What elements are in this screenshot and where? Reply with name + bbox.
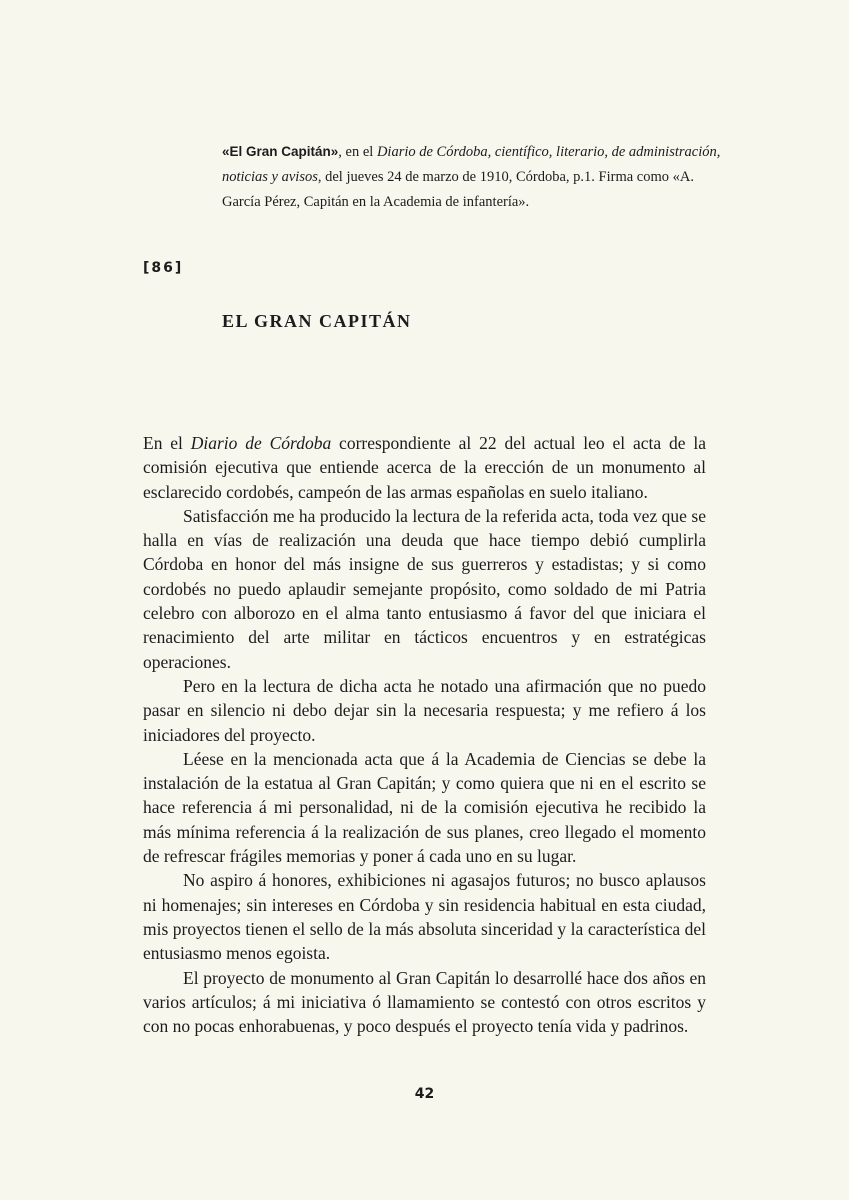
paragraph-1-newspaper: Diario de Córdoba bbox=[190, 433, 332, 453]
paragraph-3: Pero en la lectura de dicha acta he notado una afirmación que no puedo pasar en silencio ni debo dejar sin la necesaria respuesta; y me refiero á los iniciadores del proyecto. bbox=[143, 675, 706, 745]
source-note-title: «El Gran Capitán» bbox=[222, 144, 339, 159]
source-note-details: , del jueves 24 de marzo de 1910, Córdoba, p.1. Firma como «A. García Pérez, Capitán en la Academia de infantería». bbox=[222, 169, 694, 210]
source-note-text: , en el bbox=[338, 144, 377, 160]
paragraph-6: El proyecto de monumento al Gran Capitán lo desarrollé hace dos años en varios artículos; á mi iniciativa ó llamamiento se contestó con otros escritos y con no pocas enhorabuenas, y poco después el proyecto tenía vida y padrinos. bbox=[143, 967, 706, 1037]
source-note bbox=[222, 139, 722, 215]
document-title: EL GRAN CAPITÁN bbox=[222, 311, 412, 331]
body-text bbox=[143, 431, 706, 1038]
page-number: 42 bbox=[414, 1086, 435, 1102]
paragraph-4: Léese en la mencionada acta que á la Academia de Ciencias se debe la instalación de la estatua al Gran Capitán; y como quiera que ni en el escrito se hace referencia á mi personalidad, ni de la comisión ejecutiva he recibido la más mínima referencia á la realización de sus planes, creo llegado el momento de refrescar frágiles memorias y poner á cada uno en su lugar. bbox=[143, 748, 706, 867]
source-note-publication: Diario de Córdoba, científico, literario, de administración, noticias y avisos bbox=[222, 144, 721, 185]
paragraph-5: No aspiro á honores, exhibiciones ni agasajos futuros; no busco aplausos ni homenajes; sin intereses en Córdoba y sin residencia habitual en esta ciudad, mis proyectos tienen el sello de la más absoluta sinceridad y la característica del entusiasmo menos egoista. bbox=[143, 870, 706, 964]
document-number: [86] bbox=[143, 260, 184, 276]
paragraph-1-rest: correspondiente al 22 del actual leo el acta de la comisión ejecutiva que entiende acerca de la erección de un monumento al esclarecido cordobés, campeón de las armas españolas en suelo italiano. bbox=[143, 433, 706, 502]
paragraph-2: Satisfacción me ha producido la lectura de la referida acta, toda vez que se halla en vías de realización una deuda que hace tiempo debió cumplirla Córdoba en honor del más insigne de sus guerreros y estadistas; y si como cordobés no puedo aplaudir semejante propósito, como soldado de mi Patria celebro con alborozo en el alma tanto entusiasmo á favor del que iniciara el renacimiento del arte militar en tácticos encuentros y en estratégicas operaciones. bbox=[143, 505, 706, 672]
paragraph-1-start: En el bbox=[143, 433, 191, 453]
paragraph-1 bbox=[143, 431, 706, 504]
